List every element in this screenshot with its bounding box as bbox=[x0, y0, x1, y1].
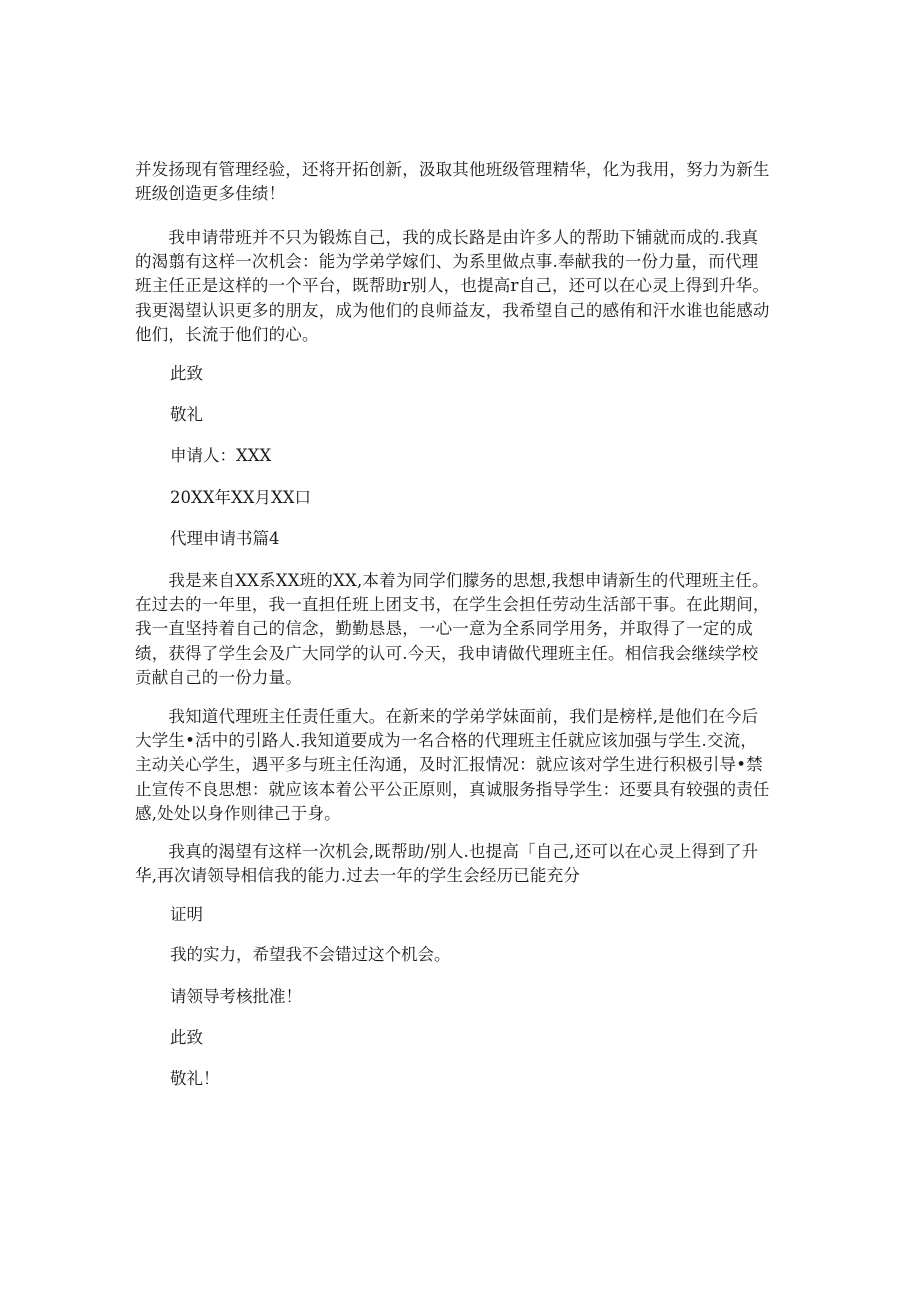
salute-jing-li-2: 敬礼！ bbox=[170, 1069, 220, 1088]
salute-jing-li-1: 敬礼 bbox=[170, 405, 203, 424]
date-line: 20XX年XX月XX口 bbox=[170, 488, 311, 507]
closing-ci-zhi-2: 此致 bbox=[170, 1028, 203, 1047]
section-title: 代理申请书篇4 bbox=[170, 529, 280, 548]
paragraph-1: 并发扬现有管理经验，还将开拓创新，汲取其他班级管理精华，化为我用，努力为新生 班级创造更多佳绩！ bbox=[135, 160, 770, 204]
closing-ci-zhi-1: 此致 bbox=[170, 364, 203, 383]
request-approval: 请领导考核批准！ bbox=[170, 987, 302, 1006]
paragraph-2: 我申请带班并不只为锻炼自己，我的成长路是由许多人的帮助下铺就而成的.我真 的渴翦有这样一次机会：能为学弟学嫁们、为系里做点事.奉献我的一份力量，而代理 班主任正是这样的一个平台，既帮助r别人，也提高r自己，还可以在心灵上得到升华。 我更渴望认识更多的朋友，成为他们的良师益友，我希望自己的感侑和汗水谁也能感动 他们，长流于他们的心。 bbox=[135, 228, 770, 344]
paragraph-3: 我是来自XX系XX班的XX,本着为同学们朦务的思想,我想申请新生的代理班主任。 在过去的一年里，我一直担任班上团支书，在学生会担任劳动生活部干事。在此期间， 我一直坚持着自己的信念，勤勤恳恳，一心一意为全系同学用务，并取得了一定的成 绩，获得了学生会及广大同学的认可.今天，我申请做代理班主任。相信我会继续学校 贡献自己的一份力量。 bbox=[135, 571, 770, 687]
paragraph-5: 我真的渴望有这样一次机会,既帮助/别人.也提高「自己,还可以在心灵上得到了升 华,再次请领导相信我的能力.过去一年的学生会经历已能充分 bbox=[135, 842, 759, 886]
paragraph-4: 我知道代理班主任责任重大。在新来的学弟学妹面前，我们是榜样,是他们在今后 大学生•活中的引路人.我知道要成为一名合格的代理班主任就应该加强与学生.交流， 主动关心学生，遇平多与班主任沟通，及时汇报情况：就应该对学生进行积极引导•禁 止宣传不良思想：就应该本着公平公正原则，真诚服务指导学生：还要具有较强的责任 感,处处以身作则律己于身。 bbox=[135, 707, 770, 823]
paragraph-6: 我的实力，希望我不会错过这个机会。 bbox=[170, 945, 451, 964]
applicant-line: 申请人：XXX bbox=[170, 446, 272, 465]
proof-word: 证明 bbox=[170, 905, 203, 924]
